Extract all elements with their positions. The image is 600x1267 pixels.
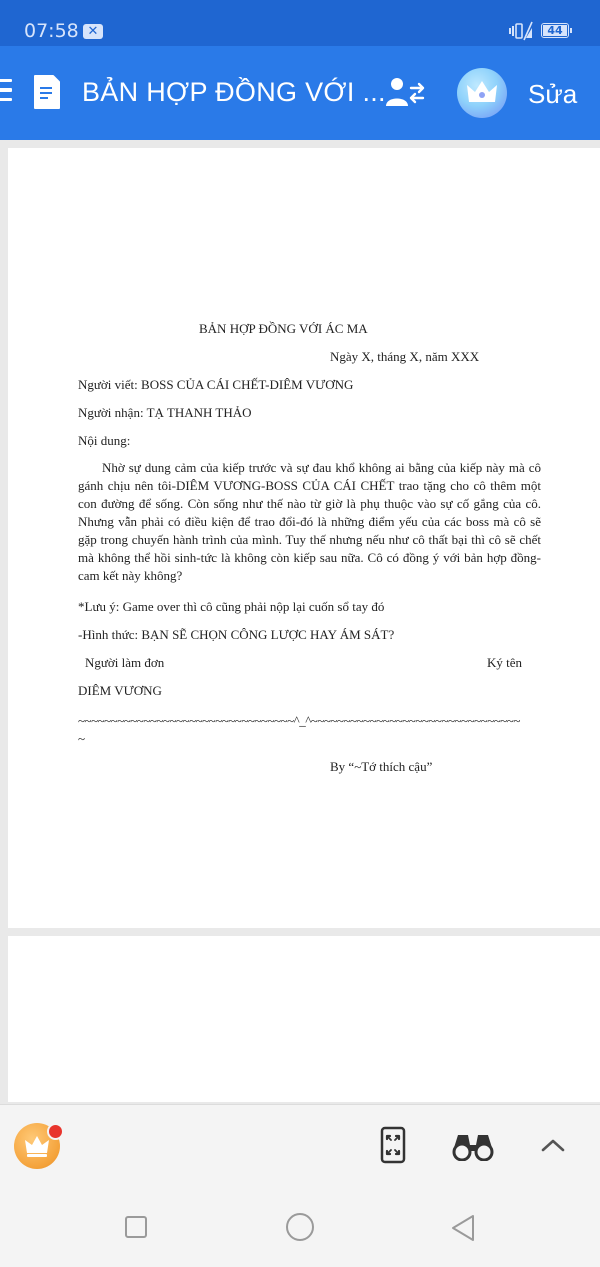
doc-note: *Lưu ý: Game over thì cô cũng phải nộp lại cuốn sổ tay đó <box>78 599 385 614</box>
bottom-toolbar <box>0 1104 600 1188</box>
doc-tilde-line: ~~~~~~~~~~~~~~~~~~~~~~~~~~~~~~~~~^_^~~~~~~~~~~~~~~~~~~~~~~~~~~~~~~~~ <box>78 713 520 728</box>
doc-applicant-label: Người làm đơn <box>85 655 165 670</box>
system-nav-bar <box>0 1187 600 1267</box>
doc-date: Ngày X, tháng X, năm XXX <box>330 349 480 364</box>
doc-form: -Hình thức: BẠN SẼ CHỌN CÔNG LƯỢC HAY ÁM SÁT? <box>78 627 395 642</box>
doc-tilde-tail: ~ <box>78 731 86 746</box>
edit-button[interactable]: Sửa <box>528 79 578 109</box>
document-page-2 <box>8 936 600 1102</box>
doc-title: BẢN HỢP ĐỒNG VỚI ÁC MA <box>199 321 368 336</box>
document-page <box>8 148 600 928</box>
vibrate-signal-icon <box>508 20 534 42</box>
doc-sign-label: Ký tên <box>487 655 523 670</box>
status-time: 07:58 <box>24 20 79 42</box>
back-triangle-icon[interactable] <box>451 1214 475 1242</box>
chevron-up-icon[interactable] <box>540 1135 566 1155</box>
doc-receiver: Người nhận: TẠ THANH THẢO <box>78 405 252 420</box>
menu-icon[interactable] <box>0 79 12 105</box>
doc-content-label: Nội dung: <box>78 433 131 448</box>
battery-tip <box>570 28 572 33</box>
premium-crown-button[interactable] <box>457 68 507 118</box>
find-binoculars-icon[interactable] <box>452 1131 494 1161</box>
document-icon <box>33 74 61 110</box>
close-notification-icon: ✕ <box>83 24 103 39</box>
fit-screen-icon[interactable] <box>380 1126 406 1164</box>
doc-byline: By “~Tớ thích cậu” <box>330 759 433 774</box>
doc-writer: Người viết: BOSS CỦA CÁI CHẾT-DIÊM VƯƠNG <box>78 377 354 392</box>
status-bar <box>0 0 600 46</box>
battery-icon <box>541 23 569 38</box>
recents-square-icon[interactable] <box>125 1216 147 1238</box>
crown-icon <box>463 74 501 112</box>
home-circle-icon[interactable] <box>286 1213 314 1241</box>
notification-badge <box>47 1123 64 1140</box>
document-title: BẢN HỢP ĐỒNG VỚI ... <box>82 77 386 107</box>
doc-signer: DIÊM VƯƠNG <box>78 683 162 698</box>
app-bar <box>0 46 600 140</box>
share-user-icon[interactable] <box>385 76 425 110</box>
doc-body: Nhờ sự dung cảm của kiếp trước và sự đau khổ không ai bằng của kiếp này mà cô gánh chịu nên tôi-DIÊM VƯƠNG-BOSS CỦA CÁI CHẾT trao tặng cho cô thêm một con đường để sống. Còn sống như thế nào từ giờ là phụ thuộc vào sự cố gắng của cô. Nhưng vẫn phải có điều kiện để trao đổi-đó là những điểm yếu của các boss mà cô sẽ gặp trong chuyến hành trình của mình. Tuy thế nhưng nếu như cô thất bại thì cô sẽ chết mà không thể hồi sinh-tức là không còn kiếp sau nữa. Cô có đồng ý với bản hợp đồng-cam kết này không? <box>78 460 541 583</box>
battery-level: 44 <box>543 25 567 36</box>
